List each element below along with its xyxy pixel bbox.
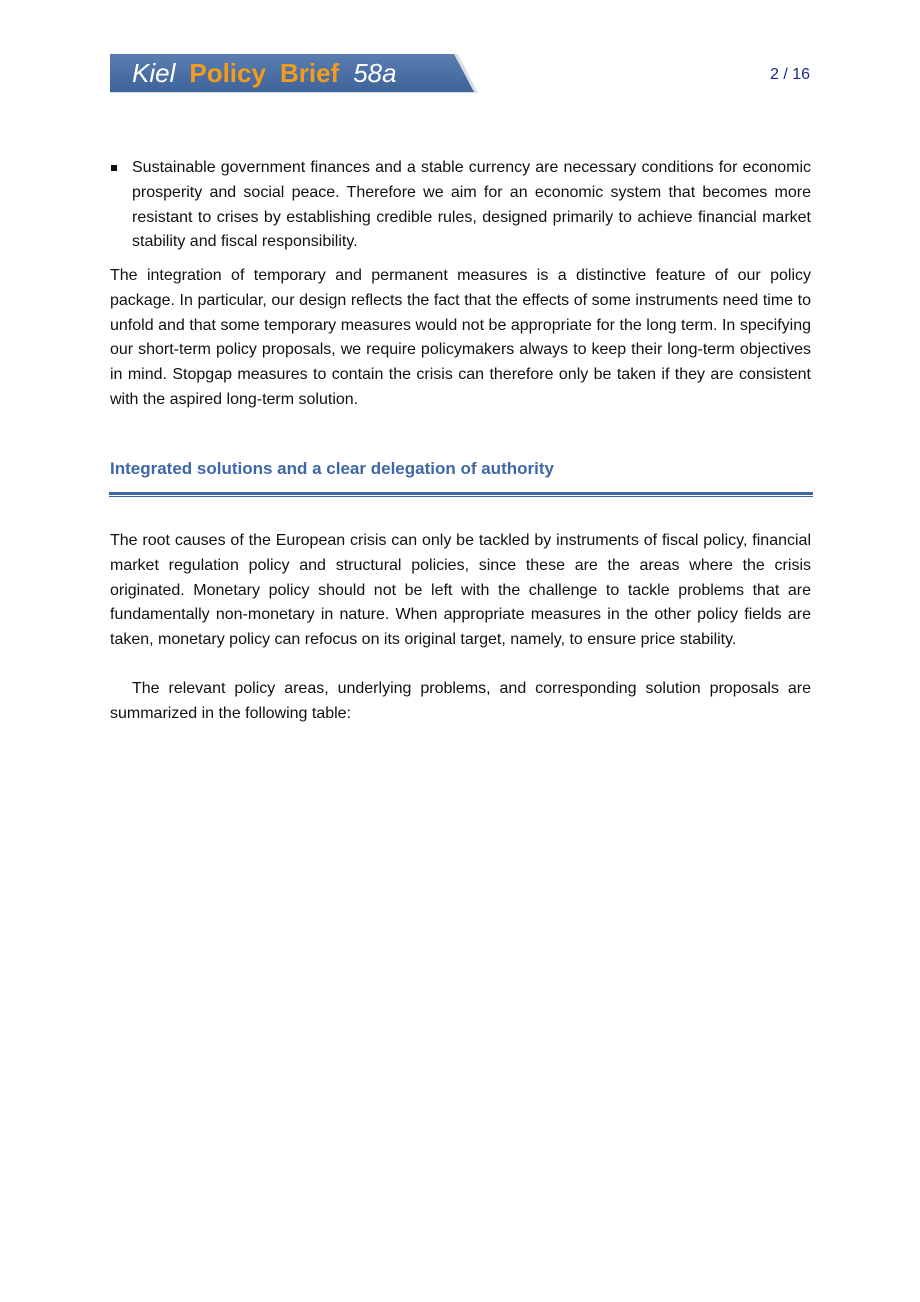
- logo-policy: Policy: [189, 58, 266, 88]
- section-heading: Integrated solutions and a clear delegation of authority: [110, 459, 554, 478]
- heading-underline-thin: [109, 496, 813, 497]
- page-number: 2 / 16: [769, 66, 810, 83]
- logo-number: 58a: [353, 58, 397, 88]
- paragraph-root-causes: The root causes of the European crisis can only be tackled by instruments of fiscal policy, financial market regulation policy and structural policies, since these are the areas where the crisis originated. Monetary policy should not be left with the challenge to tackle problems that are fundamentally non-monetary in nature. When appropriate measures in the other policy fields are taken, monetary policy can refocus on its original target, namely, to ensure price stability.: [110, 532, 811, 649]
- square-bullet-icon: [111, 165, 117, 171]
- paragraph-integration: The integration of temporary and permanent measures is a distinctive feature of our policy package. In particular, our design reflects the fact that the effects of some instruments need time to unfold and that some temporary measures would not be appropriate for the long term. In specifying our short-term policy proposals, we require policymakers always to keep their long-term objectives in mind. Stopgap measures to contain the crisis can therefore only be taken if they are consistent with the aspired long-term solution.: [110, 267, 811, 408]
- bullet-item: [110, 156, 811, 255]
- publication-logo: [132, 55, 397, 91]
- logo-kiel: Kiel: [132, 58, 176, 88]
- bullet-list: [110, 156, 811, 255]
- heading-underline-thick: [109, 492, 813, 495]
- bullet-text: Sustainable government finances and a stable currency are necessary conditions for economic prosperity and social peace. Therefore we aim for an economic system that becomes more resistant to crises by establishing credible rules, designed primarily to achieve financial market stability and fiscal responsibility.: [132, 159, 811, 251]
- paragraph-table-intro: The relevant policy areas, underlying problems, and corresponding solution proposals are summarized in the following table:: [110, 680, 811, 722]
- logo-brief: Brief: [279, 58, 340, 88]
